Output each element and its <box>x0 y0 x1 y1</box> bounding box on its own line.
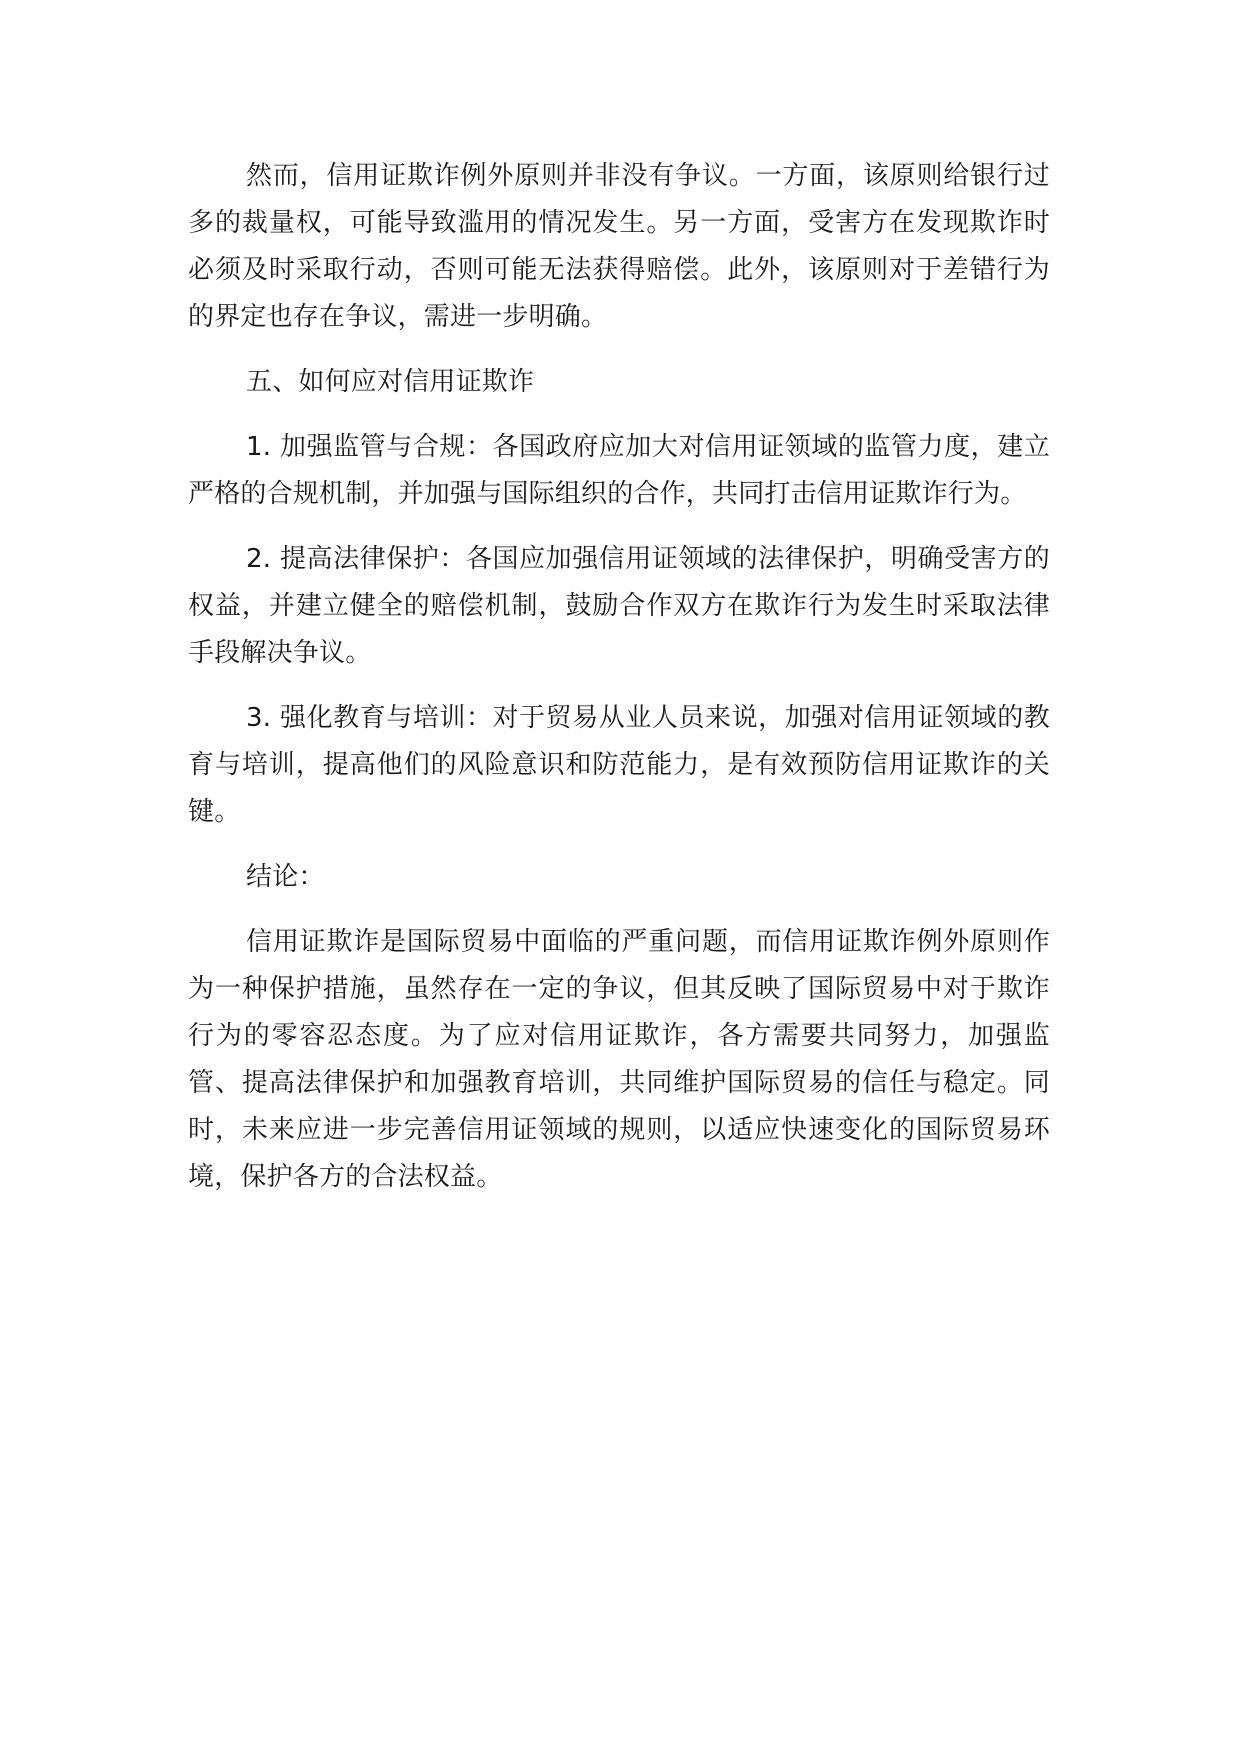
document-body <box>188 153 1050 1219</box>
paragraph-item-1: 1. 加强监管与合规：各国政府应加大对信用证领域的监管力度，建立严格的合规机制，并加强与国际组织的合作，共同打击信用证欺诈行为。 <box>188 432 1050 509</box>
paragraph-item-3: 3. 强化教育与培训：对于贸易从业人员来说，加强对信用证领域的教育与培训，提高他们的风险意识和防范能力，是有效预防信用证欺诈的关键。 <box>188 703 1050 827</box>
paragraph-conclusion: 信用证欺诈是国际贸易中面临的严重问题，而信用证欺诈例外原则作为一种保护措施，虽然存在一定的争议，但其反映了国际贸易中对于欺诈行为的零容忍态度。为了应对信用证欺诈，各方需要共同努力，加强监管、提高法律保护和加强教育培训，共同维护国际贸易的信任与稳定。同时，未来应进一步完善信用证领域的规则，以适应快速变化的国际贸易环境，保护各方的合法权益。 <box>188 927 1050 1192</box>
section-heading-countermeasures: 五、如何应对信用证欺诈 <box>246 367 535 397</box>
paragraph-controversy: 然而，信用证欺诈例外原则并非没有争议。一方面，该原则给银行过多的裁量权，可能导致滥用的情况发生。另一方面，受害方在发现欺诈时必须及时采取行动，否则可能无法获得赔偿。此外，该原则对于差错行为的界定也存在争议，需进一步明确。 <box>188 161 1050 332</box>
paragraph-item-2: 2. 提高法律保护：各国应加强信用证领域的法律保护，明确受害方的权益，并建立健全的赔偿机制，鼓励合作双方在欺诈行为发生时采取法律手段解决争议。 <box>188 544 1050 668</box>
conclusion-heading: 结论： <box>246 862 325 892</box>
